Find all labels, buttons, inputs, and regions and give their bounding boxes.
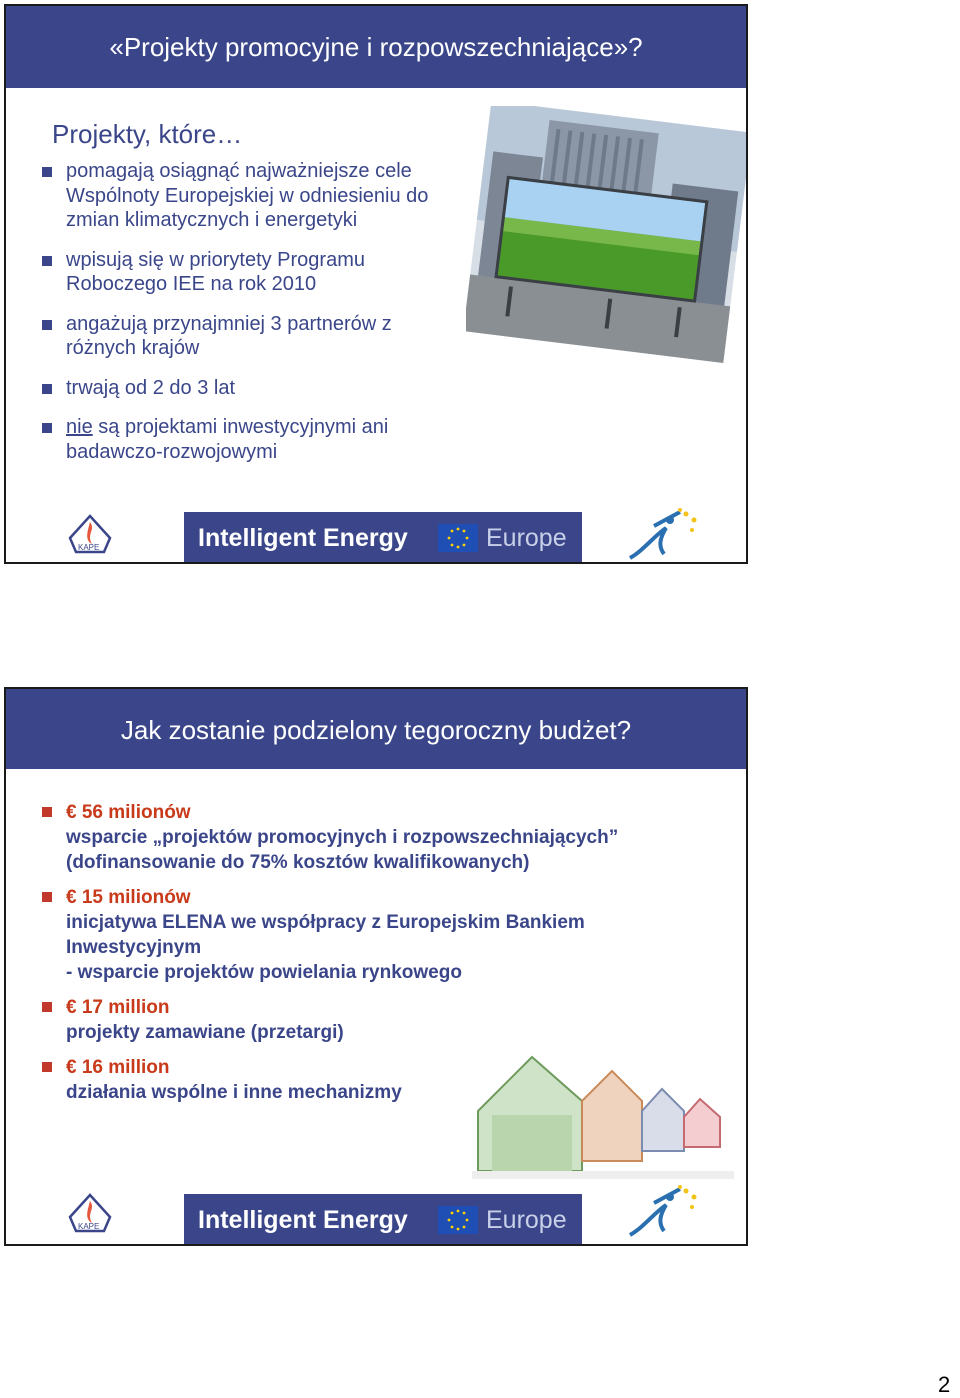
bullet-item: trwają od 2 do 3 lat: [42, 376, 462, 401]
intelligent-energy-banner: [184, 1194, 582, 1246]
banner-europe-text: Europe: [486, 524, 567, 552]
budget-description: (dofinansowanie do 75% kosztów kwalifikowanych): [66, 852, 530, 873]
bullet-square-icon: [42, 384, 52, 394]
slide-1: [4, 4, 748, 564]
bullet-square-icon: [42, 807, 52, 817]
banner-intelligent-energy-text: Intelligent Energy: [198, 1206, 408, 1234]
bullet-square-icon: [42, 167, 52, 177]
bullet-item: nie są projektami inwestycyjnymi ani badawczo-rozwojowymi: [42, 415, 462, 464]
slide-2-header: [6, 689, 746, 769]
budget-amount: € 16 million: [66, 1057, 170, 1078]
budget-amount: € 56 milionów: [66, 802, 191, 823]
kape-logo-icon: [62, 1187, 118, 1237]
bullet-square-icon: [42, 320, 52, 330]
budget-description: Inwestycyjnym: [66, 937, 202, 958]
budget-description: projekty zamawiane (przetargi): [66, 1022, 344, 1043]
bullet-item: angażują przynajmniej 3 partnerów z różnych krajów: [42, 312, 462, 361]
budget-amount: € 15 milionów: [66, 887, 191, 908]
eu-programme-figure-logo-icon: [624, 1183, 704, 1239]
budget-description: wsparcie „projektów promocyjnych i rozpowszechniających”: [66, 827, 619, 848]
budget-item: [42, 885, 702, 985]
underlined-word: nie: [66, 416, 93, 438]
bullet-item: wpisują się w priorytety Programu Roboczego IEE na rok 2010: [42, 248, 462, 297]
budget-amount: € 17 million: [66, 997, 170, 1018]
eu-programme-figure-logo-icon: [624, 506, 704, 562]
budget-item: [42, 1055, 702, 1105]
banner-europe-text: Europe: [486, 1206, 567, 1234]
slide-1-title: «Projekty promocyjne i rozpowszechniające»?: [109, 32, 643, 62]
slide-1-header: [6, 6, 746, 88]
bullet-item: pomagają osiągnąć najważniejsze cele Wspólnoty Europejskiej w odniesieniu do zmian klimatycznych i energetyki: [42, 159, 462, 233]
budget-description: inicjatywa ELENA we współpracy z Europejskim Bankiem: [66, 912, 585, 933]
bullet-square-icon: [42, 892, 52, 902]
budget-item: [42, 995, 702, 1045]
slide-2-budget-list: [42, 800, 702, 1115]
bullet-square-icon: [42, 423, 52, 433]
bullet-square-icon: [42, 256, 52, 266]
intelligent-energy-banner: [184, 512, 582, 564]
page-number: 2: [938, 1372, 951, 1397]
bullet-square-icon: [42, 1002, 52, 1012]
slide-1-bullet-list: [42, 159, 462, 479]
budget-item: [42, 800, 702, 875]
bullet-square-icon: [42, 1062, 52, 1072]
slide-2-title: Jak zostanie podzielony tegoroczny budżet?: [120, 715, 632, 745]
eu-flag-icon: [438, 1206, 478, 1234]
kape-logo-icon: [62, 508, 118, 558]
billboard-city-photo: [466, 106, 748, 364]
svg-text:KAPE: KAPE: [78, 543, 100, 552]
eu-flag-icon: [438, 524, 478, 552]
budget-description: działania wspólne i inne mechanizmy: [66, 1082, 402, 1103]
budget-description: - wsparcie projektów powielania rynkowego: [66, 962, 462, 983]
svg-text:KAPE: KAPE: [78, 1222, 100, 1231]
banner-intelligent-energy-text: Intelligent Energy: [198, 524, 408, 552]
slide-1-subtitle: Projekty, które…: [52, 119, 243, 149]
